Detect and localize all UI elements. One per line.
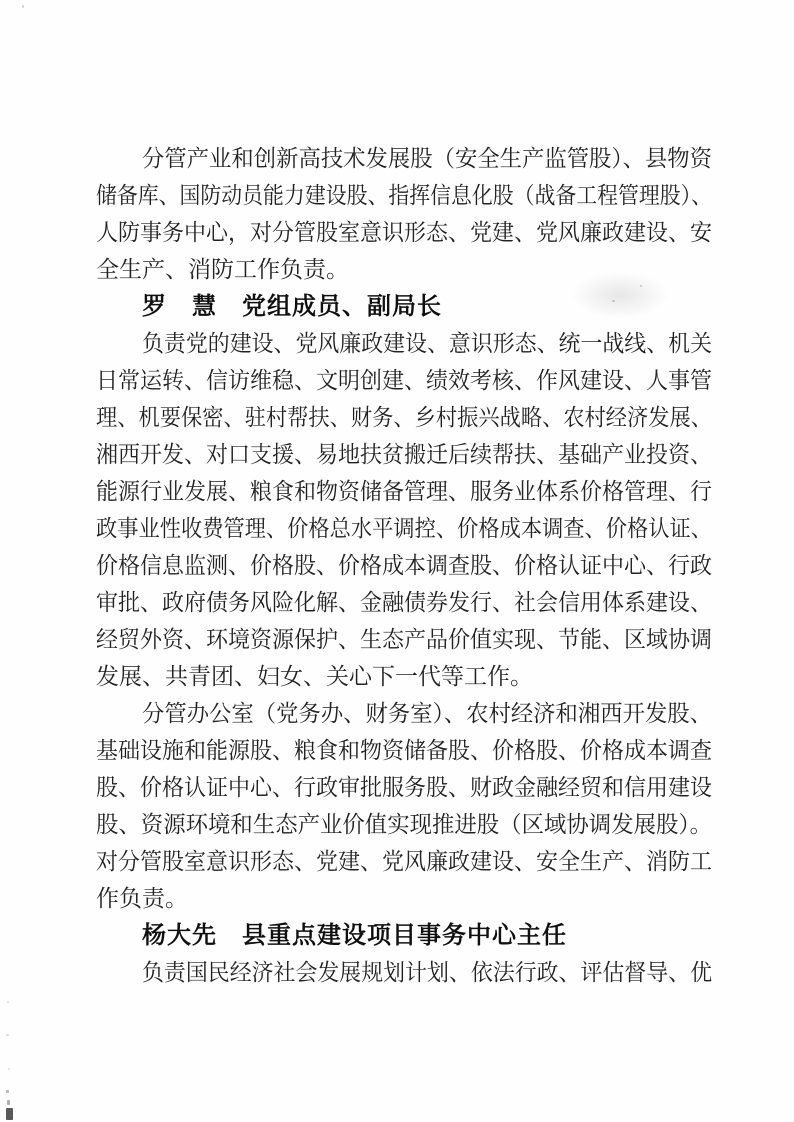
text-line-content: 日常运转、信访维稳、文明创建、绩效考核、作风建设、人事管 [96,368,712,393]
text-line [96,140,712,177]
text-line [96,399,712,436]
text-line [96,658,712,695]
text-line-content: 能源行业发展、粮食和物资储备管理、服务业体系价格管理、行 [96,479,712,504]
text-line-content: 湘西开发、对口支援、易地扶贫搬迁后续帮扶、基础产业投资、 [96,442,712,467]
text-line-content: 股、资源环境和生态产业价值实现推进股（区域协调发展股）。 [96,812,712,837]
scan-corner-mark [6,1108,13,1120]
text-line-content: 全生产、消防工作负责。 [96,257,349,282]
text-line [96,510,712,547]
text-line [96,806,712,843]
text-line [96,695,712,732]
text-line [96,473,712,510]
text-line-content: 发展、共青团、妇女、关心下一代等工作。 [96,664,533,689]
section-heading: 罗 慧 党组成员、副局长 [142,293,442,320]
section-heading: 杨大先 县重点建设项目事务中心主任 [142,922,567,949]
text-line [96,251,712,288]
scan-speck [6,1090,9,1093]
text-line [96,177,712,214]
text-line [96,325,712,362]
text-line [96,362,712,399]
text-line-content: 分管产业和创新高技术发展股（安全生产监管股）、县物资 [142,146,712,171]
text-line [96,621,712,658]
text-line [96,547,712,584]
scan-speck [8,1068,10,1070]
document-content [96,140,712,991]
text-line [96,436,712,473]
text-line [96,843,712,880]
text-line-content: 审批、政府债务风险化解、金融债券发行、社会信用体系建设、 [96,590,712,615]
text-line-content: 理、机要保密、驻村帮扶、财务、乡村振兴战略、农村经济发展、 [96,405,712,430]
text-line-content: 储备库、国防动员能力建设股、指挥信息化股（战备工程管理股）、 [96,183,712,208]
text-line [96,584,712,621]
scan-speck [22,5,24,8]
scan-speck [6,1034,9,1036]
text-line-content: 负责党的建设、党风廉政建设、意识形态、统一战线、机关 [142,331,712,356]
text-line-content: 作负责。 [96,886,188,911]
text-line-content: 价格信息监测、价格股、价格成本调查股、价格认证中心、行政 [96,553,712,578]
text-line [96,769,712,806]
text-line-content: 政事业性收费管理、价格总水平调控、价格成本调查、价格认证、 [96,516,712,541]
text-line-content: 股、价格认证中心、行政审批服务股、财政金融经贸和信用建设 [96,775,712,800]
text-line-content: 经贸外资、环境资源保护、生态产品价值实现、节能、区域协调 [96,627,712,652]
text-line-content: 分管办公室（党务办、财务室）、农村经济和湘西开发股、 [142,701,712,726]
text-line [96,880,712,917]
scan-speck [7,1001,9,1003]
text-line-content: 对分管股室意识形态、党建、党风廉政建设、安全生产、消防工 [96,849,712,874]
text-line-content: 负责国民经济社会发展规划计划、依法行政、评估督导、优 [142,960,712,985]
text-line-content: 基础设施和能源股、粮食和物资储备股、价格股、价格成本调查 [96,738,712,763]
text-line-content: 人防事务中心，对分管股室意识形态、党建、党风廉政建设、安 [96,220,712,245]
text-line [96,214,712,251]
text-line [96,732,712,769]
text-line [96,954,712,991]
scan-speck [7,1100,10,1105]
